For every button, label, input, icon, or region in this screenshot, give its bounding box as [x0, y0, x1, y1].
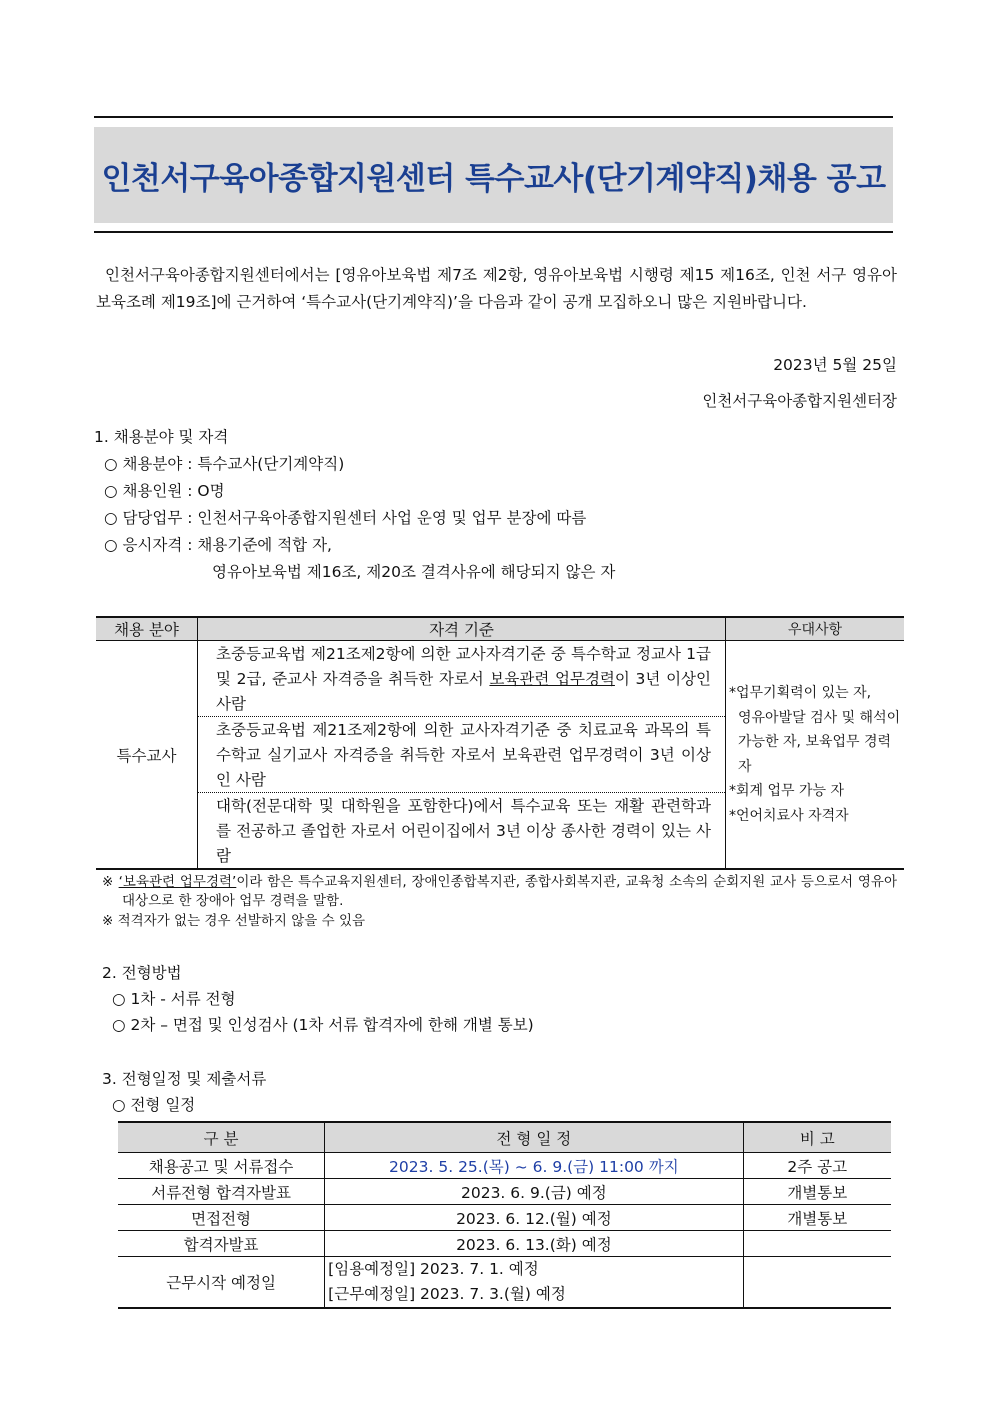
note-cell: 개별통보 — [743, 1205, 891, 1231]
schedule-cell: 2023. 6. 12.(월) 예정 — [325, 1205, 743, 1231]
schedule-cell: 2023. 6. 13.(화) 예정 — [325, 1231, 743, 1257]
schedule-cell: 2023. 5. 25.(목) ~ 6. 9.(금) 11:00 까지 — [325, 1153, 743, 1179]
schedule-table — [118, 1121, 891, 1309]
note-cell — [743, 1231, 891, 1257]
criteria-cell — [198, 641, 726, 718]
title-top-rule — [94, 116, 893, 118]
section1-heading: 1. 채용분야 및 자격 — [94, 428, 229, 446]
header-preferences: 우대사항 — [726, 617, 905, 641]
table-header-row — [96, 617, 904, 641]
header-schedule: 전 형 일 정 — [325, 1122, 743, 1153]
notes — [102, 873, 897, 931]
page-title: 인천서구육아종합지원센터 특수교사(단기계약직)채용 공고 — [101, 160, 886, 197]
stage-cell: 서류전형 합격자발표 — [118, 1179, 325, 1205]
preference-item: *언어치료사 자격자 — [729, 807, 849, 824]
title-box — [94, 127, 893, 223]
preference-item: *업무기획력이 있는 자, — [729, 685, 872, 701]
header-field: 채용 분야 — [96, 617, 198, 641]
preference-item: 영유아발달 검사 및 해석이 — [738, 709, 901, 726]
announcement-date: 2023년 5월 25일 — [773, 356, 897, 374]
criteria-3: 대학(전문대학 및 대학원을 포함한다)에서 특수교육 또는 재활 관련학과를 전공하고 졸업한 자로서 어린이집에서 3년 이상 종사한 경력이 있는 사람 — [216, 797, 711, 865]
section3-sub: ○ 전형 일정 — [112, 1096, 196, 1114]
schedule-line: [근무예정일] 2023. 7. 3.(월) 예정 — [328, 1285, 566, 1303]
section1-item: ○ 채용인원 : O명 — [104, 482, 225, 500]
table-row — [118, 1257, 891, 1309]
section1-item: ○ 응시자격 : 채용기준에 적합 자, — [104, 536, 332, 554]
stage-cell: 합격자발표 — [118, 1231, 325, 1257]
title-bottom-rule — [94, 231, 893, 233]
table-row — [118, 1179, 891, 1205]
criteria-cell — [198, 793, 726, 869]
criteria-cell — [198, 717, 726, 793]
header-note: 비 고 — [743, 1122, 891, 1153]
table-row — [118, 1205, 891, 1231]
preferences-cell — [726, 641, 905, 870]
table-row — [118, 1153, 891, 1179]
section1-item: ○ 채용분야 : 특수교사(단기계약직) — [104, 455, 345, 473]
header-stage: 구 분 — [118, 1122, 325, 1153]
intro-paragraph: 인천서구육아종합지원센터에서는 [영유아보육법 제7조 제2항, 영유아보육법 시행령 제15 제16조, 인천 서구 영유아 보육조례 제19조]에 근거하여 ‘특수교사(단기계약직)’을 다음과 같이 공개 모집하오니 많은 지원바랍니다. — [96, 266, 897, 311]
note-cell: 2주 공고 — [743, 1153, 891, 1179]
preference-item: 가능한 자, 보육업무 경력자 — [738, 734, 892, 775]
preference-item: *회계 업무 가능 자 — [729, 783, 845, 799]
note-2: ※ 적격자가 없는 경우 선발하지 않을 수 있음 — [102, 913, 366, 929]
note-cell: 개별통보 — [743, 1179, 891, 1205]
section3-heading: 3. 전형일정 및 제출서류 — [102, 1070, 267, 1088]
qualification-continued: 영유아보육법 제16조, 제20조 결격사유에 해당되지 않은 자 — [212, 563, 616, 581]
stage-cell: 면접전형 — [118, 1205, 325, 1231]
note-1: ※ ‘보육관련 업무경력’이라 함은 특수교육지원센터, 장애인종합복지관, 종합사회복지관, 교육청 소속의 순회지원 교사 등으로서 영유아 대상으로 한 장애아 업무 경력을 말함. — [102, 874, 897, 909]
stage-cell: 채용공고 및 서류접수 — [118, 1153, 325, 1179]
section2-heading: 2. 전형방법 — [102, 964, 182, 982]
section2-item: ○ 2차 – 면접 및 인성검사 (1차 서류 합격자에 한해 개별 통보) — [112, 1016, 534, 1034]
schedule-cell: 2023. 6. 9.(금) 예정 — [325, 1179, 743, 1205]
criteria-2: 초중등교육법 제21조제2항에 의한 교사자격기준 중 치료교육 과목의 특수학교 실기교사 자격증을 취득한 자로서 보육관련 업무경력이 3년 이상인 사람 — [198, 717, 725, 793]
table-row — [96, 641, 904, 718]
schedule-cell — [325, 1257, 743, 1309]
section2-item: ○ 1차 - 서류 전형 — [112, 990, 236, 1008]
stage-cell: 근무시작 예정일 — [118, 1257, 325, 1309]
section1-item: ○ 담당업무 : 인천서구육아종합지원센터 사업 운영 및 업무 분장에 따름 — [104, 509, 587, 527]
note-cell — [743, 1257, 891, 1309]
table-row — [118, 1231, 891, 1257]
criteria-1: 초중등교육법 제21조제2항에 의한 교사자격기준 중 특수학교 정교사 1급 및 2급, 준교사 자격증을 취득한 자로서 보육관련 업무경력이 3년 이상인 사람 — [198, 641, 725, 717]
schedule-line: [임용예정일] 2023. 7. 1. 예정 — [328, 1260, 539, 1278]
field-cell: 특수교사 — [96, 641, 198, 870]
recruitment-table — [96, 616, 904, 870]
underlined-term: 보육관련 업무경력 — [489, 670, 615, 688]
signer: 인천서구육아종합지원센터장 — [702, 392, 897, 410]
header-criteria: 자격 기준 — [198, 617, 726, 641]
table-header-row — [118, 1122, 891, 1153]
